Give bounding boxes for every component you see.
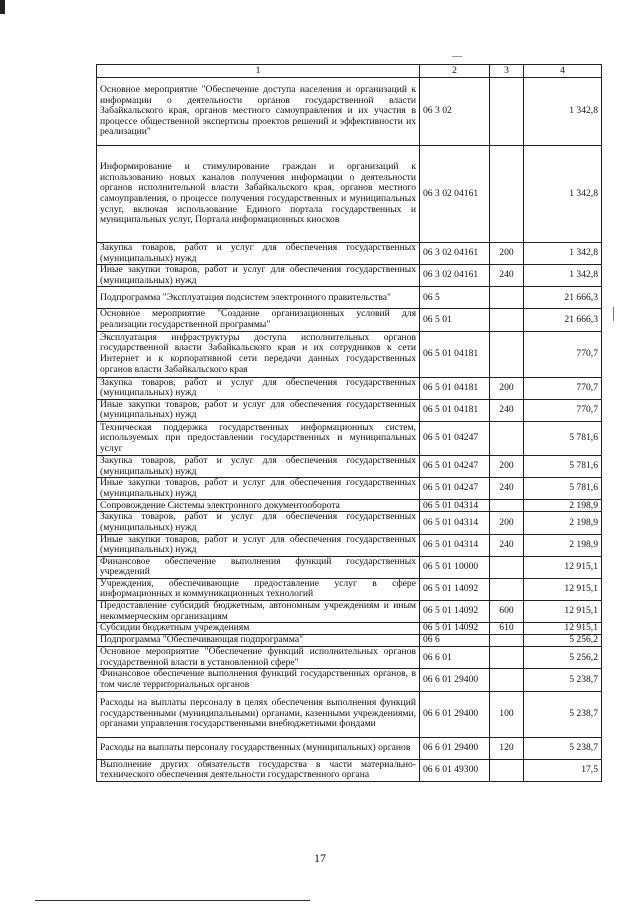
row-code-cell: 06 5 01 04181 [420, 377, 490, 399]
footer-rule [35, 900, 310, 901]
row-code-cell: 06 5 01 [420, 309, 490, 331]
table-row [97, 737, 602, 759]
row-sum-cell: 5 238,7 [524, 691, 602, 737]
row-sum-cell: 21 666,3 [524, 287, 602, 309]
row-name-cell: Расходы на выплаты персоналу в целях обеспечения выполнения функций государственными (муниципальными) органами, казенными учреждениями, органами управления государственными внебюджетными фондами [97, 691, 420, 737]
row-sum-cell: 1 342,8 [524, 146, 602, 243]
row-vr-cell [490, 669, 524, 691]
table-row [97, 691, 602, 737]
row-vr-cell [490, 331, 524, 377]
row-code-cell: 06 5 01 04181 [420, 399, 490, 421]
table-row [97, 243, 602, 265]
row-vr-cell [490, 500, 524, 512]
row-sum-cell: 770,7 [524, 331, 602, 377]
row-sum-cell: 2 198,9 [524, 534, 602, 556]
table-row [97, 534, 602, 556]
row-name-cell: Закупка товаров, работ и услуг для обеспечения государственных (муниципальных) нужд [97, 455, 420, 477]
row-name-cell: Техническая поддержка государственных информационных систем, используемых при предоставлении государственных и муниципальных услуг [97, 421, 420, 455]
row-vr-cell [490, 759, 524, 781]
table-row [97, 669, 602, 691]
table-row [97, 556, 602, 578]
row-vr-cell: 240 [490, 478, 524, 500]
table-row [97, 478, 602, 500]
row-code-cell: 06 5 01 04181 [420, 331, 490, 377]
row-sum-cell: 12 915,1 [524, 578, 602, 600]
row-vr-cell: 610 [490, 623, 524, 635]
row-sum-cell: 17,5 [524, 759, 602, 781]
row-vr-cell [490, 309, 524, 331]
row-sum-cell: 2 198,9 [524, 512, 602, 534]
row-sum-cell: 5 238,7 [524, 737, 602, 759]
table-row [97, 146, 602, 243]
table-row [97, 421, 602, 455]
table-row [97, 647, 602, 669]
row-name-cell: Закупка товаров, работ и услуг для обеспечения государственных (муниципальных) нужд [97, 243, 420, 265]
row-sum-cell: 21 666,3 [524, 309, 602, 331]
row-sum-cell: 5 781,6 [524, 455, 602, 477]
table-row [97, 287, 602, 309]
row-code-cell: 06 5 01 14092 [420, 578, 490, 600]
table-body [97, 78, 602, 782]
row-code-cell: 06 6 [420, 635, 490, 647]
row-code-cell: 06 6 01 29400 [420, 737, 490, 759]
row-vr-cell: 200 [490, 243, 524, 265]
row-name-cell: Подпрограмма "Эксплуатация подсистем электронного правительства" [97, 287, 420, 309]
budget-table [96, 64, 602, 782]
row-code-cell: 06 5 01 04314 [420, 534, 490, 556]
row-name-cell: Финансовое обеспечение выполнения функций государственных учреждений [97, 556, 420, 578]
header-col-1: 1 [97, 65, 420, 78]
table-row [97, 78, 602, 146]
row-sum-cell: 5 781,6 [524, 478, 602, 500]
table-row [97, 331, 602, 377]
row-sum-cell: 12 915,1 [524, 556, 602, 578]
row-vr-cell [490, 146, 524, 243]
row-name-cell: Выполнение других обязательств государства в части материально-технического обеспечения деятельности государственного органа [97, 759, 420, 781]
table-row [97, 265, 602, 287]
header-col-3: 3 [490, 65, 524, 78]
table-row [97, 578, 602, 600]
table-row [97, 377, 602, 399]
row-vr-cell: 240 [490, 399, 524, 421]
row-sum-cell: 770,7 [524, 377, 602, 399]
row-vr-cell: 200 [490, 512, 524, 534]
row-sum-cell: 5 256,2 [524, 647, 602, 669]
row-vr-cell: 200 [490, 455, 524, 477]
table-header-row [97, 65, 602, 78]
row-vr-cell [490, 78, 524, 146]
row-name-cell: Расходы на выплаты персоналу государственных (муниципальных) органов [97, 737, 420, 759]
table-row [97, 500, 602, 512]
row-sum-cell: 770,7 [524, 399, 602, 421]
row-code-cell: 06 5 01 04247 [420, 455, 490, 477]
row-name-cell: Субсидии бюджетным учреждениям [97, 623, 420, 635]
table-row [97, 512, 602, 534]
row-name-cell: Информирование и стимулирование граждан и организаций к использованию новых каналов получения информации о деятельности органов исполнительной власти Забайкальского края, органов местного самоуправления, о процессе получения государственных и муниципальных услуг, включая использование Единого портала государственных и муниципальных услуг, Портала информационных киосков [97, 146, 420, 243]
row-code-cell: 06 5 01 04314 [420, 512, 490, 534]
row-name-cell: Иные закупки товаров, работ и услуг для обеспечения государственных (муниципальных) нужд [97, 399, 420, 421]
row-sum-cell: 1 342,8 [524, 78, 602, 146]
row-name-cell: Иные закупки товаров, работ и услуг для обеспечения государственных (муниципальных) нужд [97, 265, 420, 287]
row-code-cell: 06 5 01 04247 [420, 421, 490, 455]
row-sum-cell: 2 198,9 [524, 500, 602, 512]
row-vr-cell: 240 [490, 265, 524, 287]
row-vr-cell [490, 647, 524, 669]
row-vr-cell [490, 635, 524, 647]
scan-side-mark [613, 307, 614, 321]
scan-dash-mark [452, 56, 462, 57]
table-row [97, 309, 602, 331]
row-vr-cell [490, 287, 524, 309]
row-vr-cell: 120 [490, 737, 524, 759]
row-sum-cell: 5 238,7 [524, 669, 602, 691]
table-row [97, 399, 602, 421]
row-name-cell: Эксплуатация инфраструктуры доступа исполнительных органов государственной власти Забайкальского края и их сотрудников к сети Интернет и к корпоративной сети передачи данных государственных органов власти Забайкальского края [97, 331, 420, 377]
page-number: 17 [314, 851, 326, 865]
row-sum-cell: 1 342,8 [524, 265, 602, 287]
row-code-cell: 06 3 02 [420, 78, 490, 146]
row-vr-cell [490, 556, 524, 578]
header-col-4: 4 [524, 65, 602, 78]
row-name-cell: Финансовое обеспечение выполнения функций государственных органов, в том числе территориальных органов [97, 669, 420, 691]
row-name-cell: Сопровождение Системы электронного документооборота [97, 500, 420, 512]
row-code-cell: 06 5 01 04314 [420, 500, 490, 512]
table-row [97, 455, 602, 477]
row-vr-cell: 240 [490, 534, 524, 556]
row-vr-cell: 200 [490, 377, 524, 399]
row-sum-cell: 12 915,1 [524, 623, 602, 635]
table-row [97, 623, 602, 635]
row-sum-cell: 5 781,6 [524, 421, 602, 455]
row-code-cell: 06 6 01 [420, 647, 490, 669]
row-code-cell: 06 5 01 10000 [420, 556, 490, 578]
row-vr-cell [490, 578, 524, 600]
row-name-cell: Основное мероприятие "Обеспечение доступа населения и организаций к информации о деятельности органов государственной власти Забайкальского края, органов местного самоуправления и их участия в процессе общественной экспертизы проектов решений и эффективности их реализации" [97, 78, 420, 146]
table-row [97, 601, 602, 623]
row-name-cell: Основное мероприятие "Создание организационных условий для реализации государственной программы" [97, 309, 420, 331]
row-name-cell: Учреждения, обеспечивающие предоставление услуг в сфере информационных и коммуникационных технологий [97, 578, 420, 600]
row-code-cell: 06 3 02 04161 [420, 146, 490, 243]
row-name-cell: Основное мероприятие "Обеспечение функций исполнительных органов государственной власти в установленной сфере" [97, 647, 420, 669]
row-code-cell: 06 5 01 04247 [420, 478, 490, 500]
scan-corner-mark [0, 0, 5, 14]
header-col-2: 2 [420, 65, 490, 78]
row-name-cell: Иные закупки товаров, работ и услуг для обеспечения государственных (муниципальных) нужд [97, 478, 420, 500]
row-vr-cell [490, 421, 524, 455]
row-name-cell: Закупка товаров, работ и услуг для обеспечения государственных (муниципальных) нужд [97, 512, 420, 534]
row-code-cell: 06 6 01 49300 [420, 759, 490, 781]
row-code-cell: 06 6 01 29400 [420, 669, 490, 691]
row-code-cell: 06 5 01 14092 [420, 623, 490, 635]
row-vr-cell: 600 [490, 601, 524, 623]
row-name-cell: Иные закупки товаров, работ и услуг для обеспечения государственных (муниципальных) нужд [97, 534, 420, 556]
row-name-cell: Подпрограмма "Обеспечивающая подпрограмма" [97, 635, 420, 647]
row-name-cell: Предоставление субсидий бюджетным, автономным учреждениям и иным некоммерческим организациям [97, 601, 420, 623]
row-sum-cell: 12 915,1 [524, 601, 602, 623]
table-row [97, 759, 602, 781]
row-code-cell: 06 3 02 04161 [420, 243, 490, 265]
row-vr-cell: 100 [490, 691, 524, 737]
row-code-cell: 06 6 01 29400 [420, 691, 490, 737]
row-name-cell: Закупка товаров, работ и услуг для обеспечения государственных (муниципальных) нужд [97, 377, 420, 399]
row-sum-cell: 5 256,2 [524, 635, 602, 647]
table-row [97, 635, 602, 647]
row-sum-cell: 1 342,8 [524, 243, 602, 265]
row-code-cell: 06 5 [420, 287, 490, 309]
row-code-cell: 06 3 02 04161 [420, 265, 490, 287]
row-code-cell: 06 5 01 14092 [420, 601, 490, 623]
